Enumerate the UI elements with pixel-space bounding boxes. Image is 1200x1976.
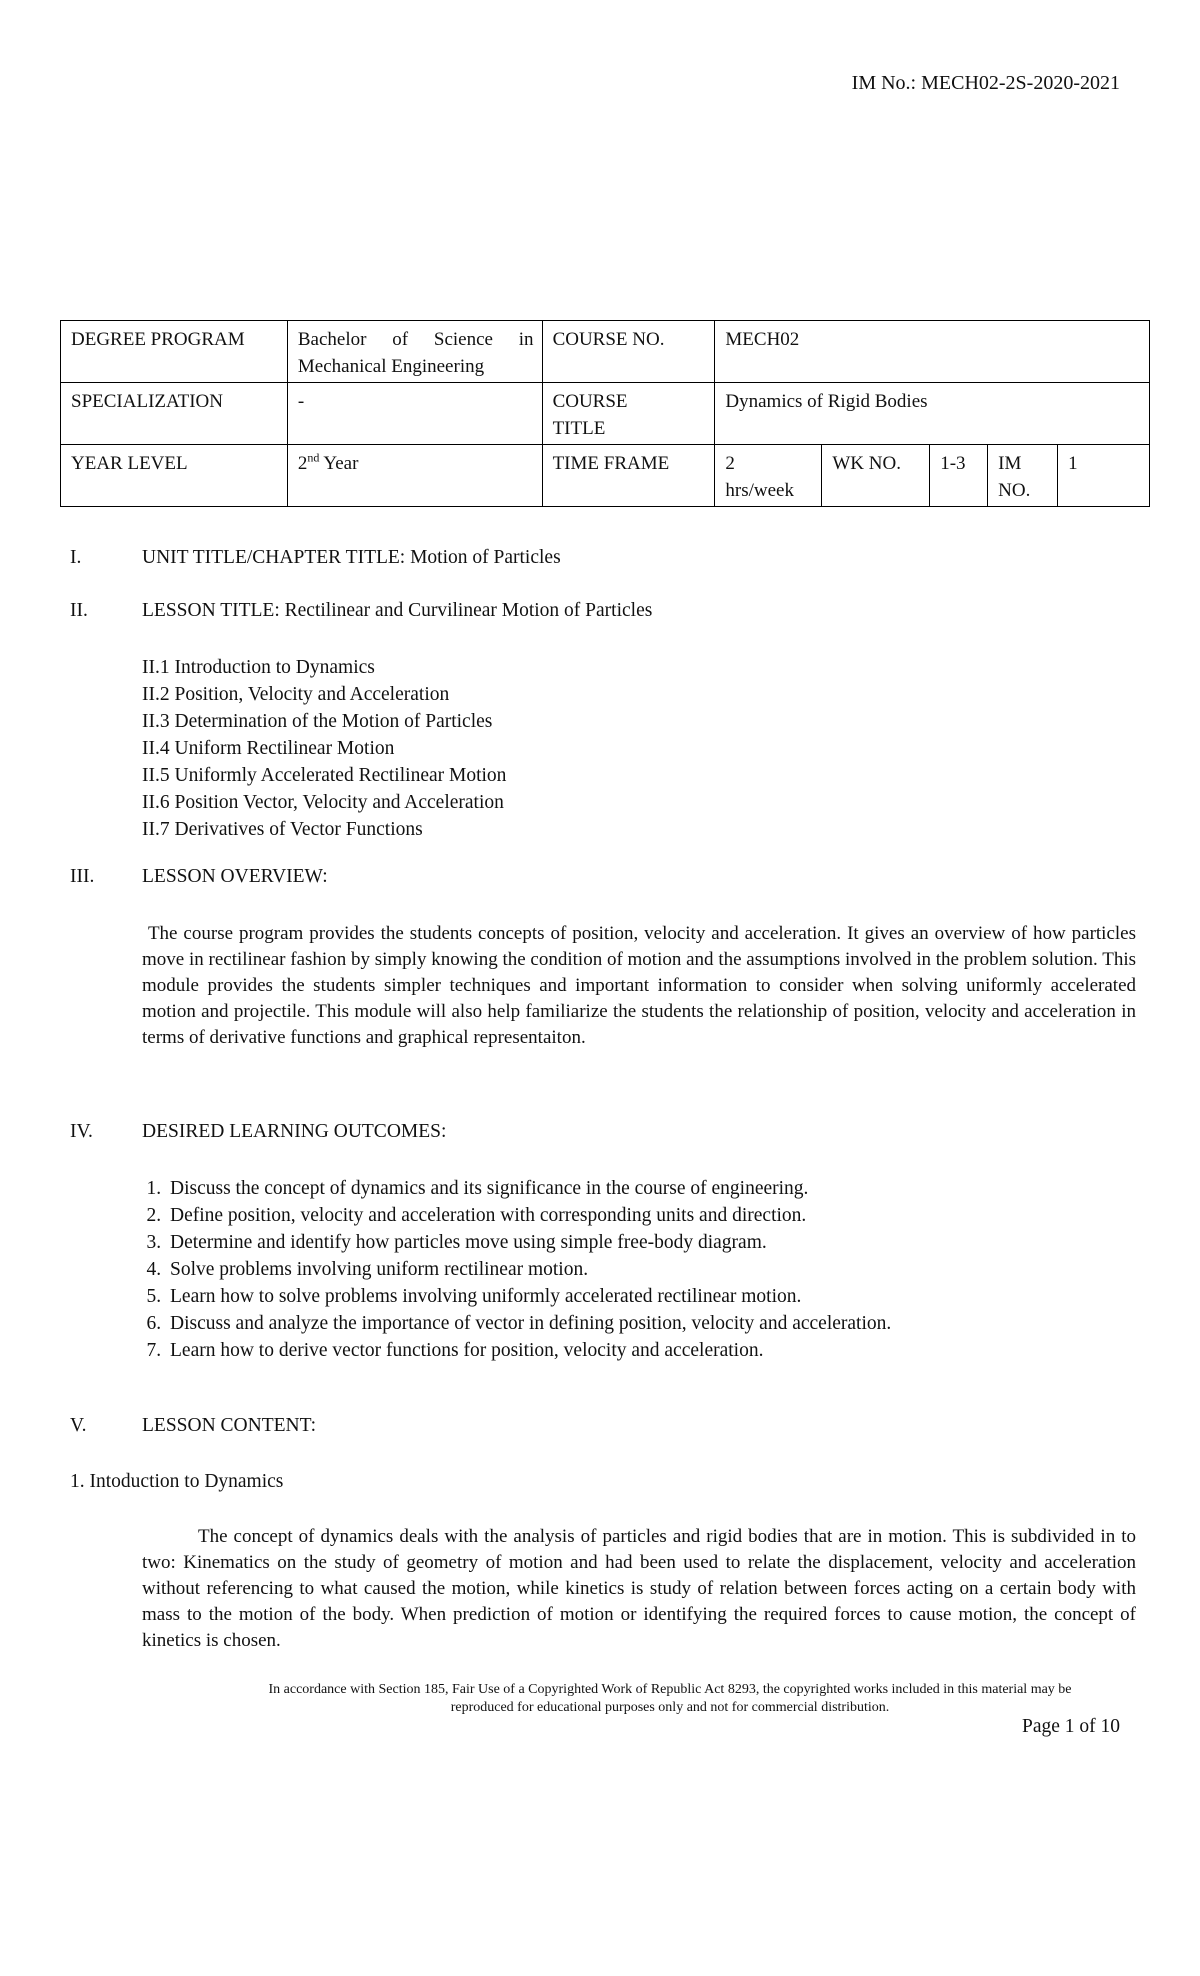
learning-outcomes-list	[142, 1175, 891, 1364]
overview-paragraph: The course program provides the students concepts of position, velocity and acceleration. It gives an overview of how particles move in rectilinear fashion by simply knowing the condition of motion and the assumptions involved in the problem solution. This module provides the students simpler techniques and important information to consider when solving uniformly accelerated motion and projectile. This module will also help familiarize the students the relationship of position, velocity and acceleration in terms of derivative functions and graphical representaiton.	[142, 923, 1141, 1048]
wk-no-value: 1-3	[930, 445, 988, 507]
list-item: 5. Learn how to solve problems involving uniformly accelerated rectilinear motion.	[166, 1283, 891, 1310]
dynamics-paragraph: The concept of dynamics deals with the analysis of particles and rigid bodies that are in motion. This is subdivided in to two: Kinematics on the study of geometry of motion and had been used to relate the displacement, velocity and acceleration without referencing to what caused the motion, while kinetics is study of relation between forces acting on a certain body with mass to the motion of the body. When prediction of motion or identifying the required forces to cause motion, the concept of kinetics is chosen.	[142, 1526, 1136, 1651]
course-info-table	[60, 320, 1150, 507]
list-item: II.3 Determination of the Motion of Particles	[142, 711, 493, 732]
list-item: 6. Discuss and analyze the importance of vector in defining position, velocity and acceleration.	[166, 1310, 891, 1337]
year-level-label: YEAR LEVEL	[61, 445, 288, 507]
lesson-topics-list	[142, 654, 506, 843]
year-level-value: 2nd Year	[287, 445, 542, 507]
list-item: 4. Solve problems involving uniform rectilinear motion.	[166, 1256, 891, 1283]
im-number-header: IM No.: MECH02-2S-2020-2021	[851, 72, 1120, 94]
chapter-heading: 1. Intoduction to Dynamics	[70, 1471, 284, 1492]
fair-use-notice: In accordance with Section 185, Fair Use of a Copyrighted Work of Republic Act 8293, the copyrighted works included in this material may be reproduced for educational purposes only and not for commercial distribution.	[268, 1682, 1072, 1715]
course-no-label: COURSE NO.	[542, 321, 715, 383]
list-item: II.7 Derivatives of Vector Functions	[142, 819, 423, 840]
list-item: II.4 Uniform Rectilinear Motion	[142, 738, 395, 759]
page-number: Page 1 of 10	[1021, 1716, 1120, 1737]
time-frame-label: TIME FRAME	[542, 445, 715, 507]
im-no-value: 1	[1058, 445, 1150, 507]
course-title-value: Dynamics of Rigid Bodies	[715, 383, 1150, 445]
im-no-label: IM NO.	[988, 445, 1058, 507]
course-title-label: COURSE TITLE	[542, 383, 715, 445]
degree-program-label: DEGREE PROGRAM	[61, 321, 288, 383]
specialization-value: -	[287, 383, 542, 445]
wk-no-label: WK NO.	[822, 445, 930, 507]
specialization-label: SPECIALIZATION	[61, 383, 288, 445]
list-item: 1. Discuss the concept of dynamics and its significance in the course of engineering.	[166, 1175, 891, 1202]
list-item: II.6 Position Vector, Velocity and Acceleration	[142, 792, 504, 813]
degree-program-value: Bachelor of Science in Mechanical Engineering	[287, 321, 542, 383]
list-item: 2. Define position, velocity and acceleration with corresponding units and direction.	[166, 1202, 891, 1229]
list-item: II.5 Uniformly Accelerated Rectilinear Motion	[142, 765, 507, 786]
time-frame-value: 2 hrs/week	[715, 445, 822, 507]
list-item: 7. Learn how to derive vector functions for position, velocity and acceleration.	[166, 1337, 891, 1364]
list-item: II.1 Introduction to Dynamics	[142, 657, 375, 678]
course-no-value: MECH02	[715, 321, 1150, 383]
list-item: 3. Determine and identify how particles move using simple free-body diagram.	[166, 1229, 891, 1256]
list-item: II.2 Position, Velocity and Acceleration	[142, 684, 450, 705]
